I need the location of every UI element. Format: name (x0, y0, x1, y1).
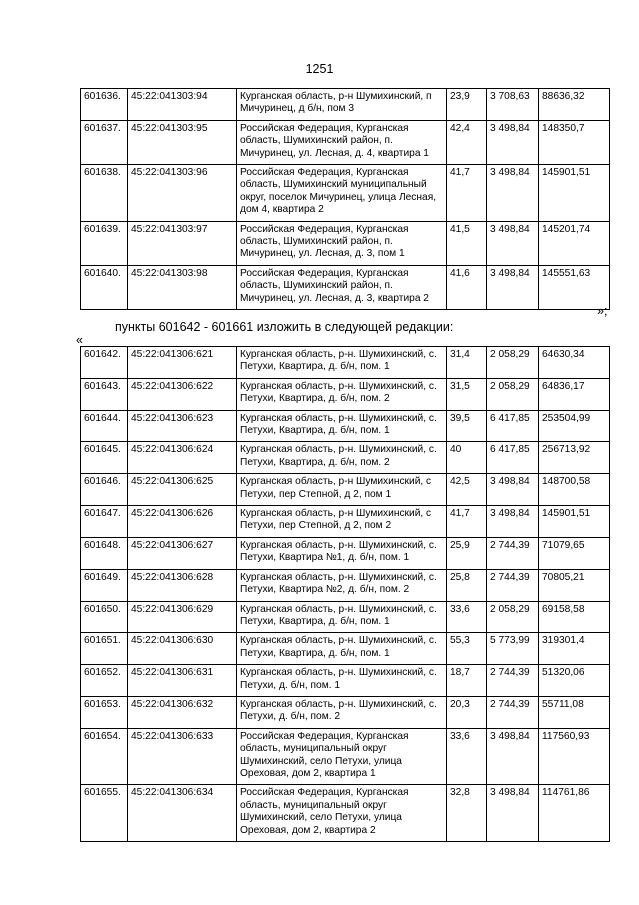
cadastral-value-cell: 69158,58 (539, 601, 610, 633)
address-cell: Российская Федерация, Курганская область, Шумихинский район, п. Мичуринец, ул. Лесная, д. 3, квартира 2 (237, 265, 447, 309)
unit-price-cell: 3 498,84 (487, 785, 539, 842)
table-row (81, 265, 610, 309)
table-row (81, 537, 610, 569)
row-number-cell: 601638. (81, 165, 128, 222)
amendment-instruction: пункты 601642 - 601661 изложить в следующей редакции: (115, 320, 454, 334)
area-cell: 33,6 (447, 601, 487, 633)
row-number-cell: 601648. (81, 537, 128, 569)
area-cell: 42,4 (447, 120, 487, 164)
address-cell: Курганская область, р-н. Шумихинский, с. Петухи, Квартира №2, д. б/н, пом. 2 (237, 569, 447, 601)
area-cell: 33,6 (447, 728, 487, 785)
address-cell: Курганская область, р-н Шумихинский, с Петухи, пер Степной, д 2, пом 1 (237, 474, 447, 506)
cadastral-number-cell: 45:22:041303:98 (128, 265, 237, 309)
unit-price-cell: 2 744,39 (487, 537, 539, 569)
cadastral-value-cell: 114761,86 (539, 785, 610, 842)
cadastral-value-cell: 117560,93 (539, 728, 610, 785)
address-cell: Курганская область, р-н. Шумихинский, с. Петухи, Квартира, д. б/н, пом. 1 (237, 601, 447, 633)
cadastral-number-cell: 45:22:041306:623 (128, 410, 237, 442)
cadastral-value-cell: 88636,32 (539, 89, 610, 121)
area-cell: 32,8 (447, 785, 487, 842)
address-cell: Российская Федерация, Курганская область, Шумихинский муниципальный округ, поселок Мичуринец, улица Лесная, дом 4, квартира 2 (237, 165, 447, 222)
area-cell: 31,5 (447, 378, 487, 410)
cadastral-value-cell: 55711,08 (539, 696, 610, 728)
cadastral-number-cell: 45:22:041306:625 (128, 474, 237, 506)
address-cell: Курганская область, р-н. Шумихинский, с. Петухи, Квартира, д. б/н, пом. 1 (237, 633, 447, 665)
unit-price-cell: 2 058,29 (487, 347, 539, 379)
cadastral-number-cell: 45:22:041306:634 (128, 785, 237, 842)
address-cell: Курганская область, р-н. Шумихинский, с. Петухи, Квартира, д. б/н, пом. 2 (237, 442, 447, 474)
cadastral-value-cell: 145901,51 (539, 506, 610, 538)
table-row (81, 474, 610, 506)
unit-price-cell: 6 417,85 (487, 410, 539, 442)
table-row (81, 442, 610, 474)
row-number-cell: 601653. (81, 696, 128, 728)
area-cell: 18,7 (447, 665, 487, 697)
area-cell: 23,9 (447, 89, 487, 121)
property-table-2 (80, 346, 610, 842)
table-row (81, 569, 610, 601)
cadastral-value-cell: 148700,58 (539, 474, 610, 506)
unit-price-cell: 3 498,84 (487, 165, 539, 222)
unit-price-cell: 3 498,84 (487, 265, 539, 309)
unit-price-cell: 5 773,99 (487, 633, 539, 665)
area-cell: 25,9 (447, 537, 487, 569)
cadastral-number-cell: 45:22:041306:621 (128, 347, 237, 379)
unit-price-cell: 3 498,84 (487, 221, 539, 265)
cadastral-value-cell: 71079,65 (539, 537, 610, 569)
row-number-cell: 601655. (81, 785, 128, 842)
table-row (81, 221, 610, 265)
cadastral-value-cell: 145901,51 (539, 165, 610, 222)
area-cell: 41,7 (447, 165, 487, 222)
address-cell: Курганская область, р-н. Шумихинский, с. Петухи, Квартира, д. б/н, пом. 2 (237, 378, 447, 410)
area-cell: 20,3 (447, 696, 487, 728)
table-row (81, 89, 610, 121)
row-number-cell: 601654. (81, 728, 128, 785)
cadastral-number-cell: 45:22:041306:631 (128, 665, 237, 697)
address-cell: Курганская область, р-н. Шумихинский, с. Петухи, Квартира №1, д. б/н, пом. 1 (237, 537, 447, 569)
table-body (81, 89, 610, 310)
unit-price-cell: 3 498,84 (487, 474, 539, 506)
address-cell: Российская Федерация, Курганская область, Шумихинский район, п. Мичуринец, ул. Лесная, д. 4, квартира 1 (237, 120, 447, 164)
address-cell: Российская Федерация, Курганская область, муниципальный округ Шумихинский, село Петухи, улица Ореховая, дом 2, квартира 1 (237, 728, 447, 785)
area-cell: 55,3 (447, 633, 487, 665)
table-row (81, 633, 610, 665)
cadastral-number-cell: 45:22:041306:627 (128, 537, 237, 569)
area-cell: 41,7 (447, 506, 487, 538)
cadastral-number-cell: 45:22:041306:624 (128, 442, 237, 474)
row-number-cell: 601647. (81, 506, 128, 538)
unit-price-cell: 2 058,29 (487, 378, 539, 410)
area-cell: 41,5 (447, 221, 487, 265)
unit-price-cell: 3 498,84 (487, 728, 539, 785)
cadastral-number-cell: 45:22:041306:622 (128, 378, 237, 410)
row-number-cell: 601644. (81, 410, 128, 442)
table-row (81, 601, 610, 633)
cadastral-value-cell: 319301,4 (539, 633, 610, 665)
row-number-cell: 601652. (81, 665, 128, 697)
table-body (81, 347, 610, 842)
unit-price-cell: 2 744,39 (487, 696, 539, 728)
address-cell: Курганская область, р-н. Шумихинский, с. Петухи, Квартира, д. б/н, пом. 1 (237, 347, 447, 379)
address-cell: Курганская область, р-н. Шумихинский, с. Петухи, д. б/н, пом. 2 (237, 696, 447, 728)
table-row (81, 506, 610, 538)
address-cell: Российская Федерация, Курганская область, муниципальный округ Шумихинский, село Петухи, улица Ореховая, дом 2, квартира 2 (237, 785, 447, 842)
cadastral-number-cell: 45:22:041303:94 (128, 89, 237, 121)
row-number-cell: 601645. (81, 442, 128, 474)
address-cell: Курганская область, р-н Шумихинский, с Петухи, пер Степной, д 2, пом 2 (237, 506, 447, 538)
cadastral-value-cell: 253504,99 (539, 410, 610, 442)
table-row (81, 696, 610, 728)
row-number-cell: 601640. (81, 265, 128, 309)
area-cell: 25,8 (447, 569, 487, 601)
cadastral-value-cell: 148350,7 (539, 120, 610, 164)
cadastral-value-cell: 70805,21 (539, 569, 610, 601)
row-number-cell: 601649. (81, 569, 128, 601)
area-cell: 39,5 (447, 410, 487, 442)
unit-price-cell: 3 498,84 (487, 120, 539, 164)
row-number-cell: 601646. (81, 474, 128, 506)
closing-quote: »; (597, 304, 608, 318)
cadastral-value-cell: 256713,92 (539, 442, 610, 474)
unit-price-cell: 6 417,85 (487, 442, 539, 474)
cadastral-number-cell: 45:22:041303:96 (128, 165, 237, 222)
cadastral-value-cell: 145551,63 (539, 265, 610, 309)
cadastral-number-cell: 45:22:041306:633 (128, 728, 237, 785)
address-cell: Курганская область, р-н Шумихинский, п Мичуринец, д б/н, пом 3 (237, 89, 447, 121)
cadastral-value-cell: 145201,74 (539, 221, 610, 265)
row-number-cell: 601636. (81, 89, 128, 121)
cadastral-number-cell: 45:22:041306:632 (128, 696, 237, 728)
address-cell: Российская Федерация, Курганская область, Шумихинский район, п. Мичуринец, ул. Лесная, д. 3, пом 1 (237, 221, 447, 265)
row-number-cell: 601651. (81, 633, 128, 665)
table-row (81, 665, 610, 697)
property-table-1 (80, 88, 610, 310)
area-cell: 40 (447, 442, 487, 474)
table-row (81, 410, 610, 442)
page-number: 1251 (305, 62, 334, 76)
unit-price-cell: 2 744,39 (487, 665, 539, 697)
unit-price-cell: 3 708,63 (487, 89, 539, 121)
area-cell: 41,6 (447, 265, 487, 309)
table-row (81, 728, 610, 785)
unit-price-cell: 2 744,39 (487, 569, 539, 601)
address-cell: Курганская область, р-н. Шумихинский, с. Петухи, Квартира, д. б/н, пом. 1 (237, 410, 447, 442)
table-row (81, 347, 610, 379)
cadastral-number-cell: 45:22:041303:95 (128, 120, 237, 164)
row-number-cell: 601642. (81, 347, 128, 379)
cadastral-number-cell: 45:22:041306:630 (128, 633, 237, 665)
row-number-cell: 601639. (81, 221, 128, 265)
row-number-cell: 601650. (81, 601, 128, 633)
cadastral-number-cell: 45:22:041306:628 (128, 569, 237, 601)
opening-quote: « (76, 333, 83, 347)
table-row (81, 120, 610, 164)
address-cell: Курганская область, р-н. Шумихинский, с. Петухи, д. б/н, пом. 1 (237, 665, 447, 697)
cadastral-number-cell: 45:22:041306:629 (128, 601, 237, 633)
cadastral-value-cell: 51320,06 (539, 665, 610, 697)
table-row (81, 785, 610, 842)
cadastral-value-cell: 64630,34 (539, 347, 610, 379)
row-number-cell: 601643. (81, 378, 128, 410)
row-number-cell: 601637. (81, 120, 128, 164)
cadastral-value-cell: 64836,17 (539, 378, 610, 410)
table-row (81, 165, 610, 222)
table-row (81, 378, 610, 410)
cadastral-number-cell: 45:22:041303:97 (128, 221, 237, 265)
unit-price-cell: 3 498,84 (487, 506, 539, 538)
area-cell: 42,5 (447, 474, 487, 506)
unit-price-cell: 2 058,29 (487, 601, 539, 633)
area-cell: 31,4 (447, 347, 487, 379)
cadastral-number-cell: 45:22:041306:626 (128, 506, 237, 538)
